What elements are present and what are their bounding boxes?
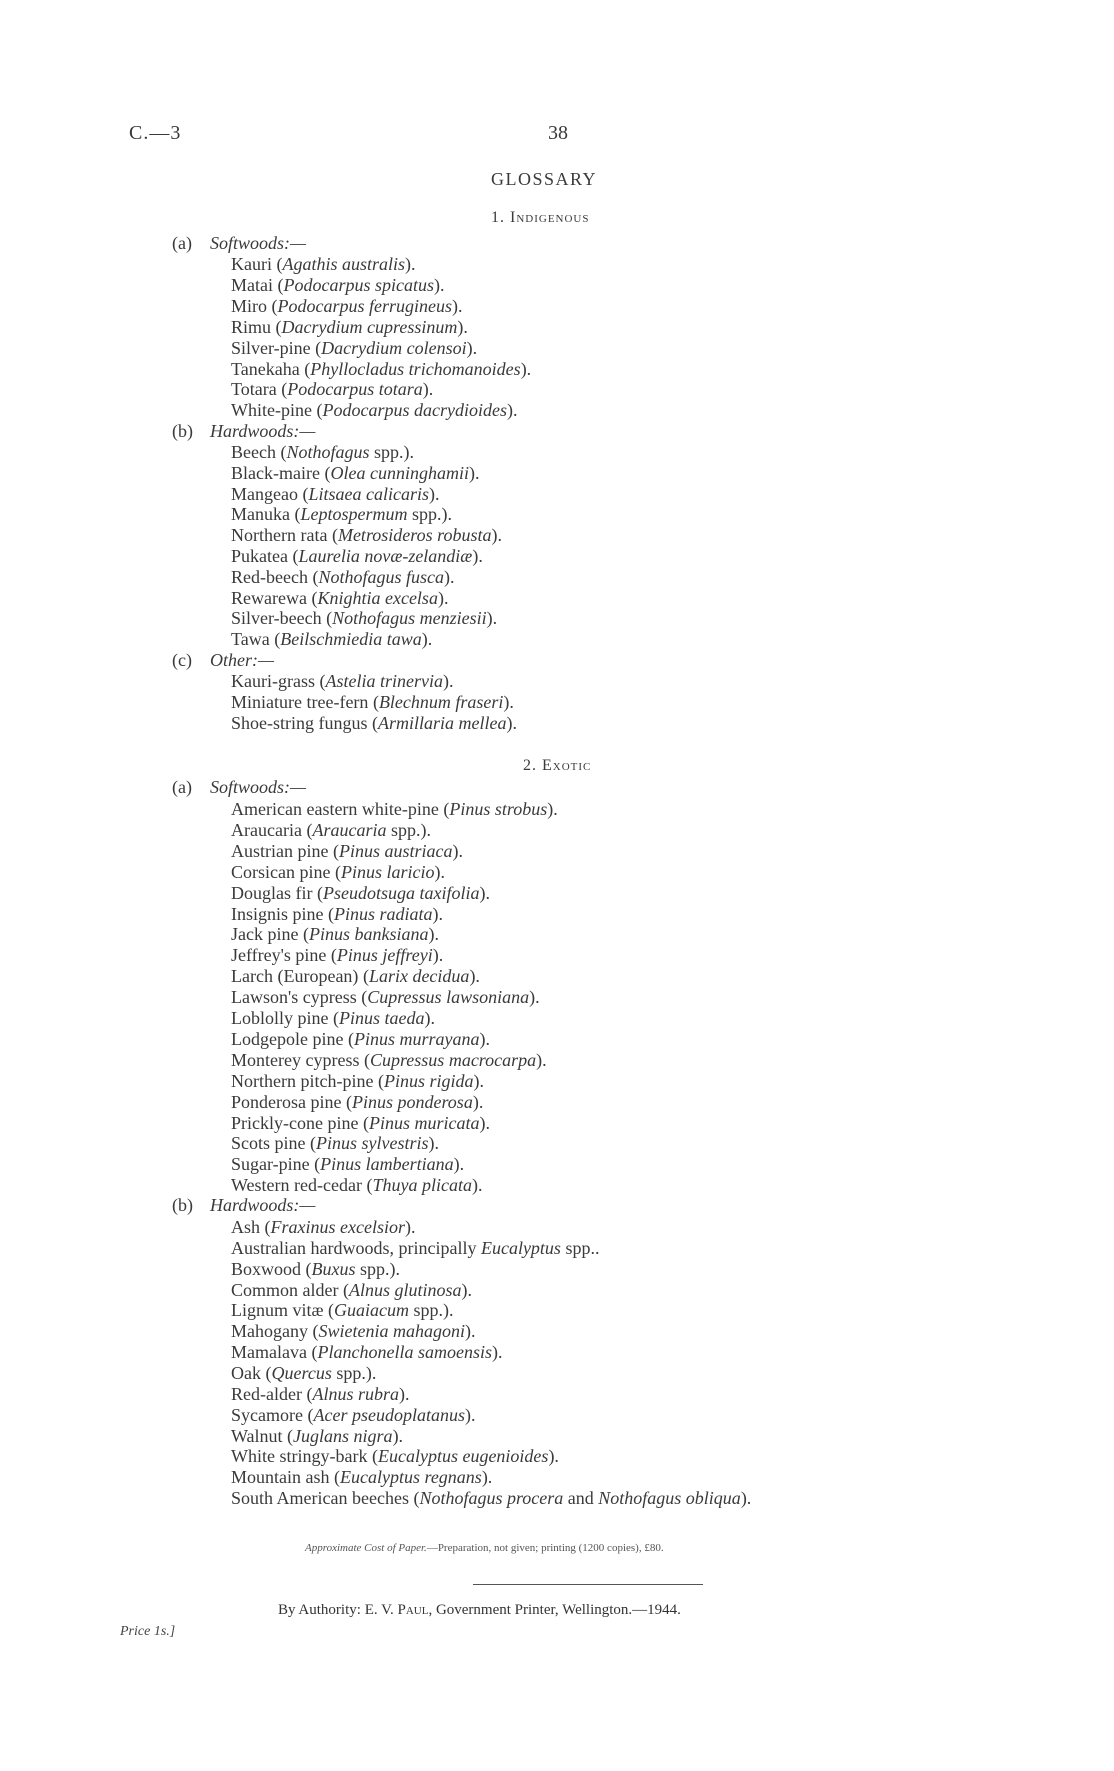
glossary-entry: Totara (Podocarpus totara). [231, 379, 434, 400]
category-label: (b) [172, 421, 193, 441]
glossary-entry: Prickly-cone pine (Pinus muricata). [231, 1112, 490, 1133]
glossary-entry: Larch (European) (Larix decidua). [231, 966, 480, 987]
latin-name: Olea cunninghamii [330, 462, 469, 483]
latin-name: Pseudotsuga taxifolia [322, 882, 480, 903]
common-name: Araucaria [231, 819, 302, 840]
glossary-entry: Loblolly pine (Pinus taeda). [231, 1008, 435, 1028]
latin-name-2: Nothofagus obliqua [598, 1488, 741, 1509]
latin-suffix: spp. [374, 442, 404, 462]
common-name: Loblolly pine [231, 1008, 329, 1028]
page-title: GLOSSARY [491, 169, 598, 189]
latin-name: Pinus ponderosa [351, 1091, 473, 1112]
latin-name: Nothofagus fusca [318, 566, 444, 587]
latin-name: Cupressus lawsoniana [367, 987, 530, 1008]
latin-name: Acer pseudoplatanus [313, 1404, 465, 1425]
category-other-indigenous [172, 650, 274, 670]
latin-name: Alnus rubra [312, 1383, 399, 1404]
common-name: Miro [231, 295, 267, 316]
glossary-entry: Northern pitch-pine (Pinus rigida). [231, 1070, 484, 1091]
common-name: Silver-pine [231, 337, 311, 358]
glossary-entry: Beech (Nothofagus spp.). [231, 442, 415, 462]
glossary-entry: Kauri (Agathis australis). [231, 254, 416, 274]
category-label: (c) [172, 650, 192, 670]
latin-name: Metrosideros robusta [337, 525, 492, 546]
conjunction: and [567, 1488, 594, 1509]
common-name: Common alder [231, 1279, 339, 1300]
common-name: Mamalava [231, 1342, 307, 1363]
glossary-entry: Walnut (Juglans nigra). [231, 1425, 404, 1446]
latin-suffix: spp. [360, 1258, 390, 1279]
common-name: Monterey cypress [231, 1049, 360, 1070]
latin-name: Alnus glutinosa [348, 1279, 462, 1300]
common-name: Sugar-pine [231, 1154, 310, 1175]
common-name: Insignis pine [231, 903, 324, 924]
common-name: Tanekaha [231, 358, 300, 379]
common-name: Lignum vitæ [231, 1300, 324, 1321]
glossary-entry: Tawa (Beilschmiedia tawa). [231, 629, 433, 650]
latin-name: Planchonella samoensis [317, 1342, 492, 1363]
latin-name: Podocarpus ferrugineus [277, 295, 452, 316]
glossary-entry: Matai (Podocarpus spicatus). [231, 274, 445, 295]
common-name: Red-beech [231, 566, 308, 587]
latin-name: Thuya plicata [372, 1175, 472, 1196]
common-name: Austrian pine [231, 840, 329, 861]
common-name: White stringy-bark [231, 1446, 368, 1467]
common-name: Silver-beech [231, 608, 322, 629]
common-name: Kauri-grass [231, 671, 315, 691]
common-name: Prickly-cone pine [231, 1112, 359, 1133]
common-name: Jeffrey's pine [231, 945, 327, 966]
latin-name: Pinus muricata [368, 1112, 480, 1133]
latin-name: Beilschmiedia tawa [280, 629, 422, 650]
latin-name: Buxus [311, 1258, 356, 1279]
glossary-entry: Austrian pine (Pinus austriaca). [231, 840, 463, 861]
category-name: Softwoods:— [210, 233, 307, 253]
section-heading-indigenous: 1. Indigenous [491, 209, 590, 226]
glossary-entry: Scots pine (Pinus sylvestris). [231, 1133, 439, 1154]
glossary-entry: Rimu (Dacrydium cupressinum). [231, 316, 468, 337]
glossary-entry: Mountain ash (Eucalyptus regnans). [231, 1467, 493, 1488]
latin-name: Phyllocladus trichomanoides [310, 358, 521, 379]
common-name: Ponderosa pine [231, 1091, 342, 1112]
common-name: Western red-cedar [231, 1175, 362, 1196]
common-name: Corsican pine [231, 861, 331, 882]
category-label: (b) [172, 1195, 193, 1215]
category-hardwoods-exotic [172, 1195, 315, 1215]
common-name: Northern rata [231, 525, 328, 546]
glossary-entry: White stringy-bark (Eucalyptus eugenioides). [231, 1446, 559, 1467]
common-name: Jack pine [231, 924, 299, 945]
common-name: White-pine [231, 400, 312, 421]
latin-name: Pinus strobus [449, 799, 548, 819]
common-name: Oak [231, 1362, 261, 1383]
latin-name: Dacrydium colensoi [321, 337, 467, 358]
common-name: Northern pitch-pine [231, 1070, 374, 1091]
common-name: Kauri [231, 254, 272, 274]
glossary-entry: Mamalava (Planchonella samoensis). [231, 1342, 503, 1363]
latin-name: Fraxinus excelsior [270, 1217, 405, 1237]
latin-name: Podocarpus spicatus [283, 274, 434, 295]
common-name: Boxwood [231, 1258, 302, 1279]
latin-name: Larix decidua [368, 966, 470, 987]
latin-name: Quercus [271, 1362, 332, 1383]
glossary-entry: Mangeao (Litsaea calicaris). [231, 483, 440, 504]
latin-name: Pinus murrayana [353, 1028, 480, 1049]
common-name: Lodgepole pine [231, 1028, 344, 1049]
latin-name: Dacrydium cupressinum [281, 316, 458, 337]
glossary-entry: White-pine (Podocarpus dacrydioides). [231, 400, 518, 421]
glossary-entry: Manuka (Leptospermum spp.). [231, 504, 452, 525]
common-name: Pukatea [231, 546, 288, 566]
glossary-entry: Sycamore (Acer pseudoplatanus). [231, 1404, 476, 1425]
latin-name: Guaiacum [334, 1300, 410, 1321]
cost-note-text: —Preparation, not given; printing (1200 copies), £80. [426, 1542, 664, 1554]
latin-name: Leptospermum [300, 504, 408, 525]
latin-name: Pinus austriaca [338, 840, 453, 861]
glossary-entry: Pukatea (Laurelia novæ-zelandiæ). [231, 546, 483, 566]
latin-suffix: spp. [411, 504, 442, 525]
common-name: Miniature tree-fern [231, 691, 369, 712]
glossary-entry: Lodgepole pine (Pinus murrayana). [231, 1028, 490, 1049]
common-name: Walnut [231, 1425, 283, 1446]
common-name: Manuka [231, 504, 290, 525]
latin-name: Araucaria [312, 819, 387, 840]
common-name: Red-alder [231, 1383, 302, 1404]
glossary-entry: Miro (Podocarpus ferrugineus). [231, 295, 463, 316]
latin-name: Pinus jeffreyi [336, 945, 433, 966]
latin-name: Knightia excelsa [317, 587, 438, 608]
latin-suffix: spp. [565, 1237, 595, 1258]
common-name: Tawa [231, 629, 270, 650]
latin-name: Eucalyptus regnans [340, 1467, 482, 1488]
glossary-entry: Red-alder (Alnus rubra). [231, 1383, 410, 1404]
latin-name: Pinus taeda [339, 1008, 425, 1028]
glossary-entry: Boxwood (Buxus spp.). [231, 1258, 401, 1279]
latin-name: Podocarpus totara [287, 379, 423, 400]
imprint-prefix: By Authority: [278, 1602, 365, 1618]
page-header-left: C.—3 [129, 122, 182, 144]
common-name: Matai [231, 274, 273, 295]
common-name: Mountain ash [231, 1467, 330, 1488]
latin-name: Armillaria mellea [378, 712, 507, 733]
glossary-entry: Miniature tree-fern (Blechnum fraseri). [231, 691, 514, 712]
imprint-name: E. V. Paul [364, 1602, 429, 1618]
latin-name: Nothofagus menziesii [332, 608, 487, 629]
glossary-entry: Silver-beech (Nothofagus menziesii). [231, 608, 498, 629]
category-name: Other:— [210, 650, 274, 670]
category-hardwoods-indigenous [172, 421, 315, 441]
common-name: Shoe-string fungus [231, 712, 368, 733]
common-name: Mahogany [231, 1321, 308, 1342]
latin-name: Blechnum fraseri [378, 691, 504, 712]
glossary-entry: Sugar-pine (Pinus lambertiana). [231, 1154, 465, 1175]
common-name: Mangeao [231, 483, 298, 504]
glossary-entry: Red-beech (Nothofagus fusca). [231, 566, 455, 587]
latin-name: Pinus radiata [334, 903, 433, 924]
common-name: Sycamore [231, 1404, 303, 1425]
glossary-entry: Oak (Quercus spp.). [231, 1362, 377, 1383]
glossary-entry: Kauri-grass (Astelia trinervia). [231, 671, 454, 691]
glossary-entry: Corsican pine (Pinus laricio). [231, 861, 445, 882]
glossary-entry: Lignum vitæ (Guaiacum spp.). [231, 1300, 454, 1321]
glossary-entry: Tanekaha (Phyllocladus trichomanoides). [231, 358, 532, 379]
cost-note-label: Approximate Cost of Paper. [305, 1542, 427, 1554]
latin-name: Swietenia mahagoni [318, 1321, 465, 1342]
latin-name: Litsaea calicaris [308, 483, 429, 504]
divider-rule [473, 1584, 703, 1585]
latin-name: Cupressus macrocarpa [369, 1049, 537, 1070]
latin-name: Pinus sylvestris [316, 1133, 429, 1154]
section-heading-exotic: 2. Exotic [523, 757, 592, 774]
common-name: Scots pine [231, 1133, 306, 1154]
glossary-entry: Shoe-string fungus (Armillaria mellea). [231, 712, 517, 733]
imprint-suffix: , Government Printer, Wellington.—1944. [428, 1602, 681, 1618]
glossary-entry: Silver-pine (Dacrydium colensoi). [231, 337, 478, 358]
category-label: (a) [172, 777, 192, 797]
latin-name: Juglans nigra [293, 1425, 393, 1446]
common-name: Black-maire [231, 462, 320, 483]
latin-name: Nothofagus [286, 442, 370, 462]
glossary-entry: Douglas fir (Pseudotsuga taxifolia). [231, 882, 490, 903]
common-name: Rewarewa [231, 587, 307, 608]
latin-suffix: spp. [336, 1362, 366, 1383]
glossary-entry: Jack pine (Pinus banksiana). [231, 924, 439, 945]
category-softwoods-indigenous [172, 233, 306, 253]
latin-name: Eucalyptus [480, 1237, 561, 1258]
glossary-entry: Western red-cedar (Thuya plicata). [231, 1175, 483, 1196]
glossary-entry: Jeffrey's pine (Pinus jeffreyi). [231, 945, 444, 966]
cost-note [305, 1542, 664, 1554]
glossary-entry: Ash (Fraxinus excelsior). [231, 1217, 416, 1237]
category-name: Hardwoods:— [210, 1195, 316, 1215]
category-softwoods-exotic [172, 777, 306, 797]
latin-name: Pinus lambertiana [320, 1154, 454, 1175]
latin-name: Pinus laricio [340, 861, 435, 882]
price-label: Price 1s.] [120, 1624, 176, 1639]
common-name: South American beeches [231, 1488, 409, 1509]
glossary-entry: American eastern white-pine (Pinus strobus). [231, 799, 558, 819]
latin-name: Laurelia novæ-zelandiæ [298, 546, 473, 566]
category-name: Hardwoods:— [210, 421, 316, 441]
latin-name: Podocarpus dacrydioides [322, 400, 507, 421]
category-label: (a) [172, 233, 192, 253]
glossary-entry: Northern rata (Metrosideros robusta). [231, 525, 502, 546]
common-name: American eastern white-pine [231, 799, 439, 819]
latin-name: Agathis australis [282, 254, 406, 274]
common-name: Lawson's cypress [231, 987, 357, 1008]
glossary-entry: Lawson's cypress (Cupressus lawsoniana). [231, 987, 540, 1008]
glossary-entry: Rewarewa (Knightia excelsa). [231, 587, 449, 608]
page-number: 38 [548, 122, 568, 144]
glossary-entry: Monterey cypress (Cupressus macrocarpa). [231, 1049, 547, 1070]
glossary-entry: Black-maire (Olea cunninghamii). [231, 462, 480, 483]
latin-suffix: spp. [390, 819, 421, 840]
glossary-entry: Common alder (Alnus glutinosa). [231, 1279, 472, 1300]
latin-name: Nothofagus procera [419, 1488, 564, 1509]
printer-imprint [278, 1602, 681, 1619]
common-name: Ash [231, 1217, 261, 1237]
category-name: Softwoods:— [210, 777, 307, 797]
glossary-entry: Araucaria (Araucaria spp.). [231, 819, 431, 840]
latin-name: Pinus banksiana [308, 924, 429, 945]
latin-name: Pinus rigida [383, 1070, 474, 1091]
common-name: Douglas fir [231, 882, 313, 903]
common-name: Australian hardwoods, principally [231, 1237, 477, 1258]
common-name: Larch (European) [231, 966, 359, 987]
common-name: Rimu [231, 316, 272, 337]
common-name: Beech [231, 442, 276, 462]
common-name: Totara [231, 379, 277, 400]
glossary-entry: Australian hardwoods, principally Eucalyptus spp.. [231, 1237, 600, 1258]
latin-name: Astelia trinervia [325, 671, 443, 691]
glossary-entry: South American beeches (Nothofagus procera and Nothofagus obliqua). [231, 1488, 752, 1509]
latin-name: Eucalyptus eugenioides [377, 1446, 549, 1467]
latin-suffix: spp. [413, 1300, 444, 1321]
glossary-entry: Mahogany (Swietenia mahagoni). [231, 1321, 476, 1342]
glossary-entry: Ponderosa pine (Pinus ponderosa). [231, 1091, 484, 1112]
glossary-entry: Insignis pine (Pinus radiata). [231, 903, 444, 924]
